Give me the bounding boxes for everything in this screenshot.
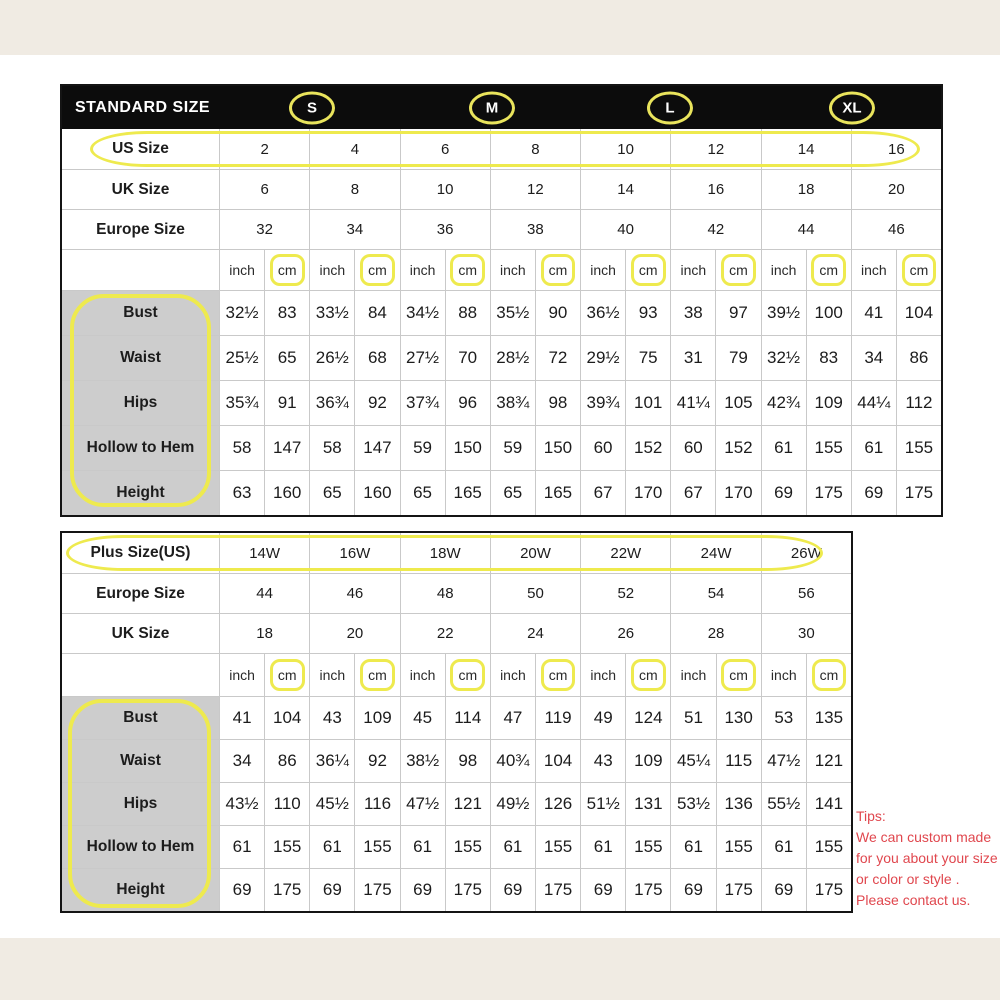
size-cell: 6 [400, 129, 490, 169]
table-row [62, 425, 941, 470]
cm-highlight-chip: cm [721, 254, 756, 286]
measurement-cell: 90 [535, 291, 580, 335]
units-row-label [62, 654, 219, 696]
measurement-cell: 39½ [761, 291, 806, 335]
size-cell: 40 [580, 210, 670, 249]
measurement-cell: 61 [490, 826, 535, 868]
measurement-cell: 65 [490, 471, 535, 515]
measurement-cell: 67 [670, 471, 715, 515]
measurement-cell: 69 [309, 869, 354, 911]
table-row [62, 739, 851, 782]
measurement-cell: 104 [535, 740, 580, 782]
measurement-cell: 61 [851, 426, 896, 470]
cm-unit-cell [625, 654, 670, 696]
row-label: Height [62, 869, 219, 911]
size-cell: 44 [219, 574, 309, 613]
measurement-cell: 83 [806, 336, 851, 380]
standard-table-title: STANDARD SIZE [75, 98, 211, 116]
inch-unit-cell: inch [761, 654, 806, 696]
inch-unit-cell: inch [490, 654, 535, 696]
measurement-cell: 63 [219, 471, 264, 515]
measurement-cell: 100 [806, 291, 851, 335]
measurement-cell: 104 [264, 697, 309, 739]
measurement-cell: 36¾ [309, 381, 354, 425]
measurement-cell: 175 [625, 869, 670, 911]
cm-highlight-chip: cm [631, 254, 666, 286]
measurement-cell: 41 [851, 291, 896, 335]
measurement-cell: 104 [896, 291, 941, 335]
size-cell: 30 [761, 614, 851, 653]
measurement-cell: 60 [580, 426, 625, 470]
measurement-cell: 93 [625, 291, 670, 335]
size-cell: 14 [580, 170, 670, 209]
measurement-cell: 70 [445, 336, 490, 380]
measurement-cell: 35½ [490, 291, 535, 335]
inch-unit-cell: inch [219, 654, 264, 696]
measurement-cell: 131 [625, 783, 670, 825]
measurement-cell: 175 [806, 869, 851, 911]
cm-highlight-chip: cm [270, 659, 305, 691]
size-cell: 16 [851, 129, 941, 169]
measurement-cell: 155 [806, 426, 851, 470]
measurement-cell: 97 [715, 291, 760, 335]
measurement-cell: 69 [219, 869, 264, 911]
measurement-cell: 72 [535, 336, 580, 380]
size-cell: 14 [761, 129, 851, 169]
measurement-cell: 60 [670, 426, 715, 470]
table-row [62, 335, 941, 380]
cm-highlight-chip: cm [721, 659, 756, 691]
cm-highlight-chip: cm [360, 254, 395, 286]
table-row [62, 129, 941, 169]
measurement-cell: 69 [761, 471, 806, 515]
measurement-cell: 65 [400, 471, 445, 515]
measurement-cell: 69 [851, 471, 896, 515]
measurement-cell: 26½ [309, 336, 354, 380]
measurement-cell: 49½ [490, 783, 535, 825]
measurement-cell: 61 [761, 826, 806, 868]
measurement-cell: 160 [354, 471, 399, 515]
measurement-cell: 88 [445, 291, 490, 335]
measurement-cell: 101 [625, 381, 670, 425]
table-row [62, 290, 941, 335]
measurement-cell: 61 [580, 826, 625, 868]
measurement-cell: 45½ [309, 783, 354, 825]
measurement-cell: 109 [625, 740, 670, 782]
tips-line: Please contact us. [856, 892, 971, 908]
measurement-cell: 47½ [761, 740, 806, 782]
measurement-cell: 34½ [400, 291, 445, 335]
measurement-cell: 136 [716, 783, 761, 825]
measurement-cell: 112 [896, 381, 941, 425]
row-label: Europe Size [96, 584, 185, 602]
cm-highlight-chip: cm [811, 254, 846, 286]
measurement-cell: 92 [354, 740, 399, 782]
size-cell: 38 [490, 210, 580, 249]
standard-size-table [60, 84, 943, 517]
size-cell: 32 [219, 210, 309, 249]
measurement-cell: 121 [445, 783, 490, 825]
standard-table-header-bar [62, 86, 941, 129]
measurement-cell: 69 [400, 869, 445, 911]
measurement-cell: 175 [806, 471, 851, 515]
measurement-cell: 43 [309, 697, 354, 739]
measurement-cell: 147 [264, 426, 309, 470]
measurement-cell: 155 [625, 826, 670, 868]
size-cell: 22W [580, 533, 670, 573]
size-cell: 28 [670, 614, 760, 653]
inch-unit-cell: inch [580, 654, 625, 696]
size-cell: 50 [490, 574, 580, 613]
cm-unit-cell [806, 654, 851, 696]
size-cell: 46 [309, 574, 399, 613]
measurement-cell: 150 [445, 426, 490, 470]
measurement-cell: 135 [806, 697, 851, 739]
measurement-cell: 32½ [219, 291, 264, 335]
measurement-cell: 28½ [490, 336, 535, 380]
measurement-cell: 155 [535, 826, 580, 868]
row-label: Hollow to Hem [62, 426, 219, 470]
tips-line: We can custom made [856, 829, 992, 845]
table-row [62, 573, 851, 613]
size-cell: 54 [670, 574, 760, 613]
measurement-cell: 38¾ [490, 381, 535, 425]
measurement-cell: 96 [445, 381, 490, 425]
measurement-cell: 45 [400, 697, 445, 739]
inch-unit-cell: inch [580, 250, 625, 290]
measurement-cell: 51½ [580, 783, 625, 825]
size-cell: 20W [490, 533, 580, 573]
measurement-cell: 109 [354, 697, 399, 739]
tips-note [856, 806, 1000, 911]
cm-unit-cell [264, 654, 309, 696]
cm-highlight-chip: cm [270, 254, 305, 286]
measurement-cell: 47 [490, 697, 535, 739]
plus-size-table [60, 531, 853, 913]
measurement-cell: 141 [806, 783, 851, 825]
measurement-cell: 49 [580, 697, 625, 739]
size-cell: 6 [219, 170, 309, 209]
cm-highlight-chip: cm [902, 254, 937, 286]
size-cell: 56 [761, 574, 851, 613]
measurement-cell: 43 [580, 740, 625, 782]
size-cell: 34 [309, 210, 399, 249]
row-label: UK Size [111, 624, 170, 642]
inch-unit-cell: inch [309, 654, 354, 696]
measurement-cell: 155 [445, 826, 490, 868]
measurement-cell: 69 [490, 869, 535, 911]
measurement-cell: 152 [625, 426, 670, 470]
row-label: Bust [62, 291, 219, 335]
size-cell: 52 [580, 574, 670, 613]
measurement-cell: 75 [625, 336, 670, 380]
units-row-label [62, 250, 219, 290]
size-m-badge: M [469, 91, 515, 124]
cm-unit-cell [625, 250, 670, 290]
table-row [62, 470, 941, 515]
size-cell: 12 [490, 170, 580, 209]
measurement-cell: 165 [535, 471, 580, 515]
size-cell: 14W [219, 533, 309, 573]
size-cell: 18 [219, 614, 309, 653]
measurement-cell: 175 [264, 869, 309, 911]
measurement-cell: 79 [715, 336, 760, 380]
table-row [62, 868, 851, 911]
measurement-cell: 110 [264, 783, 309, 825]
tips-line: for you about your size [856, 850, 998, 866]
size-cell: 20 [851, 170, 941, 209]
table-row [62, 613, 851, 653]
plus-table-grid [62, 533, 851, 911]
size-cell: 16 [670, 170, 760, 209]
cm-highlight-chip: cm [360, 659, 395, 691]
measurement-cell: 25½ [219, 336, 264, 380]
measurement-cell: 33½ [309, 291, 354, 335]
cm-unit-cell [535, 654, 580, 696]
size-cell: 20 [309, 614, 399, 653]
inch-unit-cell: inch [400, 654, 445, 696]
measurement-cell: 130 [716, 697, 761, 739]
size-cell: 8 [309, 170, 399, 209]
measurement-cell: 38 [670, 291, 715, 335]
measurement-cell: 39¾ [580, 381, 625, 425]
cm-unit-cell [716, 654, 761, 696]
measurement-cell: 61 [761, 426, 806, 470]
cm-unit-cell [896, 250, 941, 290]
measurement-cell: 37¾ [400, 381, 445, 425]
measurement-cell: 114 [445, 697, 490, 739]
cm-highlight-chip: cm [812, 659, 847, 691]
measurement-cell: 126 [535, 783, 580, 825]
size-cell: 12 [670, 129, 760, 169]
measurement-cell: 150 [535, 426, 580, 470]
measurement-cell: 83 [264, 291, 309, 335]
row-label: Hips [62, 381, 219, 425]
inch-unit-cell: inch [490, 250, 535, 290]
measurement-cell: 35¾ [219, 381, 264, 425]
measurement-cell: 86 [896, 336, 941, 380]
measurement-cell: 86 [264, 740, 309, 782]
row-label: Plus Size(US) [90, 544, 191, 561]
measurement-cell: 44¼ [851, 381, 896, 425]
measurement-cell: 84 [354, 291, 399, 335]
size-cell: 8 [490, 129, 580, 169]
units-row [62, 249, 941, 290]
measurement-cell: 38½ [400, 740, 445, 782]
measurement-cell: 170 [715, 471, 760, 515]
size-cell: 44 [761, 210, 851, 249]
measurement-cell: 175 [896, 471, 941, 515]
measurement-cell: 155 [354, 826, 399, 868]
measurement-cell: 175 [535, 869, 580, 911]
cm-unit-cell [535, 250, 580, 290]
measurement-cell: 61 [400, 826, 445, 868]
measurement-cell: 61 [219, 826, 264, 868]
table-row [62, 696, 851, 739]
measurement-cell: 175 [716, 869, 761, 911]
row-label: Waist [62, 336, 219, 380]
measurement-cell: 47½ [400, 783, 445, 825]
measurement-cell: 55½ [761, 783, 806, 825]
measurement-cell: 155 [716, 826, 761, 868]
size-cell: 36 [400, 210, 490, 249]
measurement-cell: 59 [400, 426, 445, 470]
size-xl-badge: XL [829, 91, 875, 124]
row-label: Europe Size [96, 220, 185, 238]
measurement-cell: 165 [445, 471, 490, 515]
cm-unit-cell [354, 654, 399, 696]
size-cell: 10 [400, 170, 490, 209]
measurement-cell: 69 [761, 869, 806, 911]
bottom-band [0, 938, 1000, 1000]
measurement-cell: 175 [445, 869, 490, 911]
size-cell: 42 [670, 210, 760, 249]
row-label: UK Size [111, 180, 170, 198]
size-cell: 26W [761, 533, 851, 573]
tips-line: Tips: [856, 808, 886, 824]
size-cell: 24 [490, 614, 580, 653]
cm-highlight-chip: cm [450, 659, 485, 691]
measurement-cell: 58 [309, 426, 354, 470]
inch-unit-cell: inch [219, 250, 264, 290]
measurement-cell: 53½ [670, 783, 715, 825]
measurement-cell: 155 [264, 826, 309, 868]
cm-unit-cell [354, 250, 399, 290]
measurement-cell: 42¾ [761, 381, 806, 425]
measurement-cell: 155 [806, 826, 851, 868]
measurement-cell: 61 [309, 826, 354, 868]
inch-unit-cell: inch [400, 250, 445, 290]
cm-unit-cell [445, 250, 490, 290]
measurement-cell: 45¼ [670, 740, 715, 782]
measurement-cell: 115 [716, 740, 761, 782]
measurement-cell: 36¼ [309, 740, 354, 782]
measurement-cell: 61 [670, 826, 715, 868]
table-row [62, 209, 941, 249]
cm-unit-cell [445, 654, 490, 696]
measurement-cell: 34 [851, 336, 896, 380]
measurement-cell: 53 [761, 697, 806, 739]
measurement-cell: 31 [670, 336, 715, 380]
cm-unit-cell [264, 250, 309, 290]
measurement-cell: 67 [580, 471, 625, 515]
size-cell: 10 [580, 129, 670, 169]
measurement-cell: 59 [490, 426, 535, 470]
size-cell: 22 [400, 614, 490, 653]
measurement-cell: 124 [625, 697, 670, 739]
row-label: Hollow to Hem [62, 826, 219, 868]
measurement-cell: 51 [670, 697, 715, 739]
table-row [62, 533, 851, 573]
measurement-cell: 175 [354, 869, 399, 911]
measurement-cell: 68 [354, 336, 399, 380]
measurement-cell: 65 [309, 471, 354, 515]
standard-table-grid [62, 129, 941, 515]
measurement-cell: 119 [535, 697, 580, 739]
top-band [0, 0, 1000, 55]
measurement-cell: 40¾ [490, 740, 535, 782]
measurement-cell: 36½ [580, 291, 625, 335]
measurement-cell: 109 [806, 381, 851, 425]
measurement-cell: 152 [715, 426, 760, 470]
measurement-cell: 29½ [580, 336, 625, 380]
measurement-cell: 170 [625, 471, 670, 515]
table-row [62, 169, 941, 209]
measurement-cell: 43½ [219, 783, 264, 825]
measurement-cell: 160 [264, 471, 309, 515]
measurement-cell: 69 [670, 869, 715, 911]
row-label: Hips [62, 783, 219, 825]
size-cell: 2 [219, 129, 309, 169]
tips-line: or color or style . [856, 871, 960, 887]
inch-unit-cell: inch [670, 654, 715, 696]
measurement-cell: 116 [354, 783, 399, 825]
measurement-cell: 92 [354, 381, 399, 425]
measurement-cell: 32½ [761, 336, 806, 380]
size-cell: 16W [309, 533, 399, 573]
measurement-cell: 98 [445, 740, 490, 782]
inch-unit-cell: inch [670, 250, 715, 290]
measurement-cell: 121 [806, 740, 851, 782]
cm-highlight-chip: cm [541, 659, 576, 691]
cm-highlight-chip: cm [631, 659, 666, 691]
inch-unit-cell: inch [851, 250, 896, 290]
size-cell: 18W [400, 533, 490, 573]
row-label: Waist [62, 740, 219, 782]
measurement-cell: 34 [219, 740, 264, 782]
cm-unit-cell [715, 250, 760, 290]
size-s-badge: S [289, 91, 335, 124]
units-row [62, 653, 851, 696]
size-cell: 48 [400, 574, 490, 613]
size-l-badge: L [647, 91, 693, 124]
measurement-cell: 105 [715, 381, 760, 425]
measurement-cell: 98 [535, 381, 580, 425]
cm-unit-cell [806, 250, 851, 290]
size-cell: 18 [761, 170, 851, 209]
measurement-cell: 91 [264, 381, 309, 425]
size-cell: 26 [580, 614, 670, 653]
table-row [62, 782, 851, 825]
measurement-cell: 27½ [400, 336, 445, 380]
cm-highlight-chip: cm [450, 254, 485, 286]
cm-highlight-chip: cm [541, 254, 576, 286]
inch-unit-cell: inch [761, 250, 806, 290]
row-label: Height [62, 471, 219, 515]
row-label: US Size [112, 140, 169, 157]
measurement-cell: 58 [219, 426, 264, 470]
measurement-cell: 65 [264, 336, 309, 380]
inch-unit-cell: inch [309, 250, 354, 290]
table-row [62, 825, 851, 868]
row-label: Bust [62, 697, 219, 739]
table-row [62, 380, 941, 425]
size-cell: 24W [670, 533, 760, 573]
measurement-cell: 69 [580, 869, 625, 911]
measurement-cell: 155 [896, 426, 941, 470]
measurement-cell: 41 [219, 697, 264, 739]
size-cell: 46 [851, 210, 941, 249]
size-cell: 4 [309, 129, 399, 169]
measurement-cell: 147 [354, 426, 399, 470]
measurement-cell: 41¼ [670, 381, 715, 425]
